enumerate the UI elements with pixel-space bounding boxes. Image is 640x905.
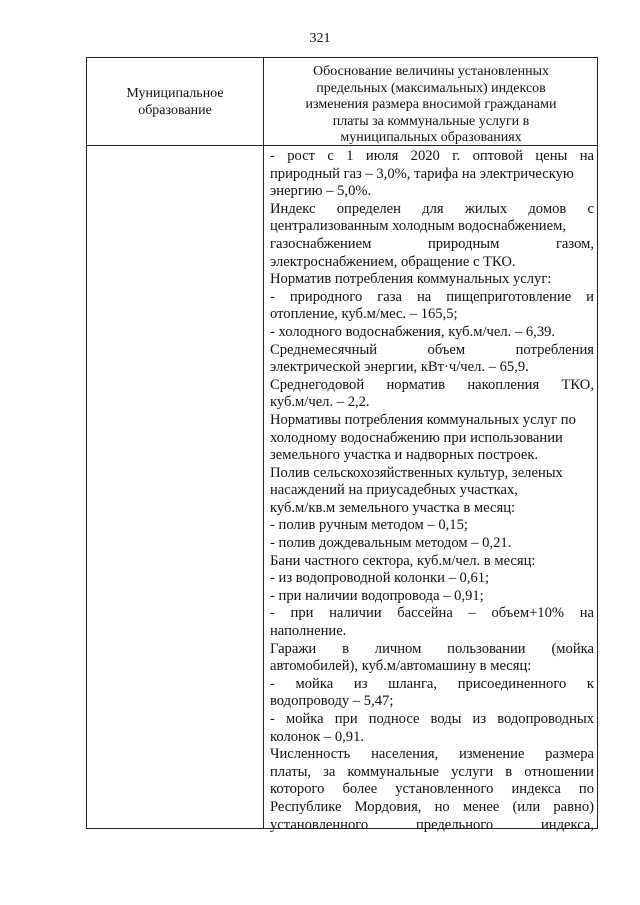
justification-text-line: - мойка при подносе воды из водопроводных: [270, 711, 594, 727]
justification-text-line: Численность населения, изменение размера: [270, 746, 594, 763]
justification-text-line: - холодного водоснабжения, куб.м/чел. – 6,39.: [270, 323, 556, 340]
justification-text-line: - мойка из шланга, присоединенного к: [270, 675, 594, 692]
justification-cell: [270, 148, 594, 834]
header-justification-line: изменения размера вносимой гражданами: [305, 97, 557, 112]
justification-text-line: водопроводу – 5,47;: [270, 693, 394, 710]
page-number: 321: [309, 31, 331, 46]
header-justification: [264, 64, 598, 147]
justification-text-line: электроснабжением, обращение с ТКО.: [270, 253, 516, 270]
justification-text-line: Полив сельскохозяйственных культур, зеленых: [270, 464, 563, 481]
justification-text-line: - при наличии бассейна – объем+10% на: [270, 605, 594, 622]
justification-text-line: колонок – 0,91.: [270, 728, 365, 745]
header-justification-line: муниципальных образованиях: [340, 130, 522, 145]
justification-text-line: земельного участка и надворных построек.: [270, 447, 539, 464]
justification-text-line: куб.м/кв.м земельного участка в месяц:: [270, 499, 516, 516]
justification-text-line: платы, за коммунальные услуги в отношении: [270, 763, 594, 780]
justification-text-line: Нормативы потребления коммунальных услуг по: [270, 411, 576, 428]
indices-table: [86, 57, 598, 833]
justification-text-line: - полив ручным методом – 0,15;: [270, 517, 468, 534]
justification-text-line: - полив дождевальным методом – 0,21.: [270, 535, 512, 552]
justification-text-line: Республике Мордовия, но менее (или равно): [270, 798, 594, 815]
justification-text-line: которого более установленного индекса по: [270, 781, 594, 798]
header-justification-line: Обоснование величины установленных: [312, 64, 549, 79]
justification-text-line: Бани частного сектора, куб.м/чел. в месяц:: [270, 552, 536, 569]
justification-text-line: куб.м/чел. – 2,2.: [270, 394, 370, 411]
justification-text-line: Среднегодовой норматив накопления ТКО,: [270, 376, 594, 393]
justification-text-line: газоснабжением природным газом,: [270, 235, 594, 252]
justification-text-line: холодному водоснабжению при использовании: [270, 429, 563, 446]
justification-text-line: насаждений на приусадебных участках,: [270, 482, 518, 499]
justification-text-line: централизованным холодным водоснабжением,: [270, 218, 566, 235]
justification-text-line: автомобилей), куб.м/автомашину в месяц:: [270, 658, 532, 675]
justification-text-line: Индекс определен для жилых домов с: [270, 200, 594, 217]
justification-text-line: - из водопроводной колонки – 0,61;: [270, 570, 490, 587]
justification-text-line: отопление, куб.м/мес. – 165,5;: [270, 306, 458, 323]
justification-text-line: наполнение.: [270, 623, 347, 640]
justification-text-line: - при наличии водопровода – 0,91;: [270, 587, 484, 604]
justification-text-line: - рост с 1 июля 2020 г. оптовой цены на: [270, 148, 594, 164]
justification-text-line: электрической энергии, кВт·ч/чел. – 65,9.: [270, 359, 529, 376]
table-header-row: [87, 58, 597, 146]
justification-text-line: энергию – 5,0%.: [270, 183, 372, 200]
justification-text-line: Среднемесячный объем потребления: [270, 341, 594, 358]
justification-text-line: Гаражи в личном пользовании (мойка: [270, 640, 594, 657]
header-justification-line: предельных (максимальных) индексов: [316, 80, 546, 96]
header-municipality: Муниципальное образование: [126, 86, 224, 118]
column-divider: [263, 58, 264, 828]
header-justification-line: платы за коммунальные услуги в: [332, 113, 530, 129]
justification-text-line: природный газ – 3,0%, тарифа на электрическую: [270, 165, 574, 182]
justification-text-line: Норматив потребления коммунальных услуг:: [270, 271, 552, 288]
justification-text-line: - природного газа на пищеприготовление и: [270, 288, 594, 305]
justification-text-line: установленного предельного индекса,: [270, 816, 594, 833]
